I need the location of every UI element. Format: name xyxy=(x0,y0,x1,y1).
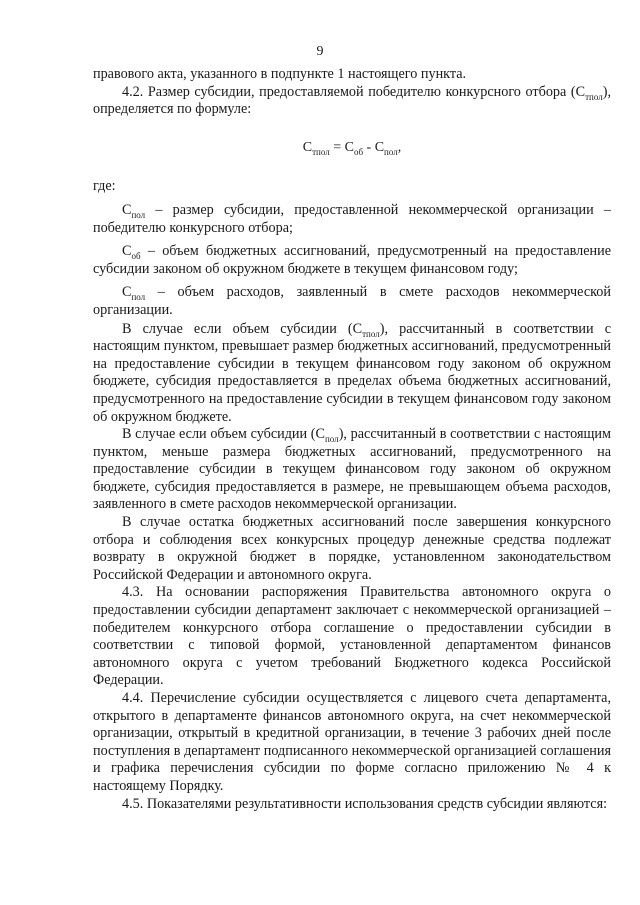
paragraph-4-3: 4.3. На основании распоряжения Правительства автономного округа о предоставлении субсидии департамент заключает с некоммерческой организацией – победителем конкурсного отбора соглашение о предоставлении субсидии в соответствии с типовой формой, установленной департаментом финансов автономного округа с учетом требований Бюджетного кодекса Российской Федерации. xyxy=(93,584,611,689)
formula-subscript: тпол xyxy=(312,146,330,157)
formula-minus: - С xyxy=(363,139,385,155)
definition-c-ob xyxy=(93,243,611,278)
formula-subscript: пол xyxy=(384,146,398,157)
definition-text: – размер субсидии, предоставленной некоммерческой организации – победителю конкурсного отбора; xyxy=(93,201,611,236)
definition-subscript: об xyxy=(131,250,141,261)
paragraph-intro: правового акта, указанного в подпункте 1 настоящего пункта. xyxy=(93,66,467,82)
paragraph-case-exceeds xyxy=(93,321,611,427)
definition-text: – объем расходов, заявленный в смете расходов некоммерческой организации. xyxy=(93,284,611,318)
formula-end: , xyxy=(397,139,402,155)
where-label: где: xyxy=(93,178,116,195)
subscript: тпол xyxy=(585,91,603,102)
definition-term: С xyxy=(122,201,132,218)
paragraph-case-less xyxy=(93,426,611,514)
formula-term: С xyxy=(302,139,313,155)
paragraph-4-2-text: 4.2. Размер субсидии, предоставляемой победителю конкурсного отбора xyxy=(122,83,567,100)
definition-subscript: пол xyxy=(131,209,146,220)
case-text: ), рассчитанный в соответствии с настоящим пунктом, превышает размер бюджетных ассигнований, предусмотренный на предоставление субсидии в текущем финансовом году законом об окружном бюджете, субсидия предоставляется в пределах объема бюджетных ассигнований, предусмотренного на предоставление субсидии в текущем финансовом году законом об окружном бюджете. xyxy=(93,320,611,425)
case-text: В случае если объем субсидии (С xyxy=(122,426,325,443)
definition-subscript: пол xyxy=(131,292,146,303)
case-subscript: тпол xyxy=(362,328,380,339)
page-number: 9 xyxy=(316,44,324,59)
definition-c-pol-expenses xyxy=(93,284,611,319)
definition-text: – объем бюджетных ассигнований, предусмотренный на предоставление субсидии законом об окружном бюджете в текущем финансовом году; xyxy=(93,243,611,277)
formula-subscript: об xyxy=(353,146,364,157)
case-subscript: пол xyxy=(324,433,339,444)
definition-term: С xyxy=(122,243,132,260)
definition-c-pol xyxy=(93,202,611,237)
paragraph-4-5: 4.5. Показателями результативности использования средств субсидии являются: xyxy=(122,795,608,812)
case-text: В случае если объем субсидии (С xyxy=(122,320,363,337)
document-body xyxy=(93,66,611,813)
paragraph-4-2-open: (С xyxy=(570,83,586,100)
paragraph-4-2 xyxy=(93,84,611,119)
formula xyxy=(93,139,611,157)
case-text: ), рассчитанный в соответствии с настоящим пунктом, меньше размера бюджетных ассигнований, предусмотренного на предоставление субсидии в текущем финансовом году законом об окружном бюджете, субсидия предоставляется в размере, не превышающем объема расходов, заявленного в смете расходов некоммерческой организации. xyxy=(93,426,611,513)
formula-equals: = С xyxy=(329,139,354,155)
paragraph-4-4: 4.4. Перечисление субсидии осуществляется с лицевого счета департамента, открытого в департаменте финансов автономного округа, на счет некоммерческой организации, открытый в кредитной организации, в течение 3 рабочих дней после поступления в департамент подписанного некоммерческой организацией соглашения и графика перечисления субсидии по форме согласно приложению № 4 к настоящему Порядку. xyxy=(93,690,611,794)
paragraph-4-2-rest: ), определяется по формуле: xyxy=(93,83,612,118)
paragraph-case-remainder: В случае остатка бюджетных ассигнований после завершения конкурсного отбора и соблюдения всех конкурсных процедур денежные средства подлежат возврату в окружной бюджет в порядке, установленном законодательством Российской Федерации и автономного округа. xyxy=(93,514,611,583)
definition-term: С xyxy=(122,284,132,301)
